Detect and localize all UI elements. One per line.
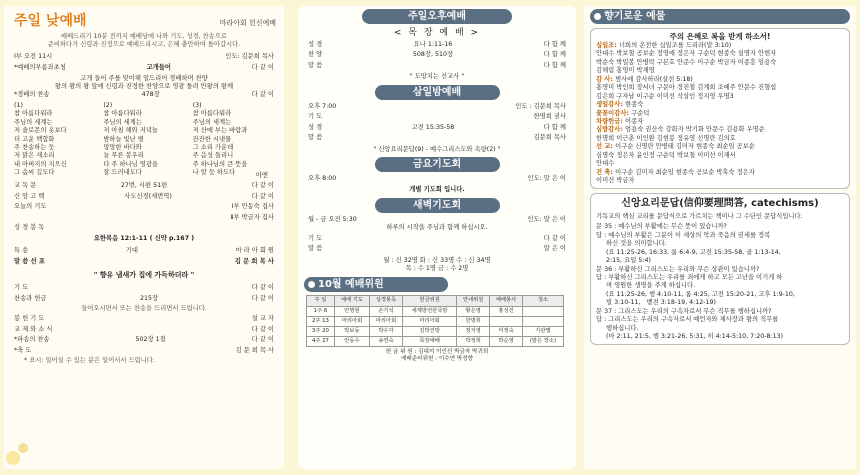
offering-names: 심명숙 정은자 윤인정 구순덕 박보철 이미선 이재서 xyxy=(596,151,736,159)
offerings-box xyxy=(590,28,850,189)
morning-intro xyxy=(4,33,284,50)
committee-cell: 한명희 xyxy=(457,316,490,326)
hymn-line: 내 아버지의 지으신 xyxy=(14,160,67,168)
order-label: 성 경 xyxy=(308,41,323,49)
catechism-line: 문 35 : 예수님의 부활에는 무슨 뜻이 있습니까? xyxy=(596,223,727,231)
order-label: 오후 7:00 xyxy=(308,102,337,110)
order-right: 다 같 이 xyxy=(251,294,274,302)
offering-label: 건 축: xyxy=(596,168,616,176)
order-right: 다 같 이 xyxy=(251,284,274,292)
order-row xyxy=(4,203,284,211)
committee-cell: (맡은 장소) xyxy=(522,336,563,346)
anthem-label: 특 송 xyxy=(14,246,29,254)
hymn-line: 주 음성 들리니 xyxy=(192,152,234,160)
committee-foot-1: 헌 금 위 원 : 김대석 이인선 박금자 박귀희 xyxy=(385,348,489,355)
hymn-line: 저 산에 부는 바람과 xyxy=(192,127,248,135)
committee-header: 청소 xyxy=(522,296,563,306)
offering-names: 안대수 박보철 공보순 정영애 정은자 구순덕 현종숙 설명자 안현자 xyxy=(596,50,777,58)
order-right: 말 은 이 xyxy=(543,245,566,253)
hymn-line: 나 알 듯 하도다 xyxy=(192,169,236,177)
hymn-line: 주님의 세계는 xyxy=(14,118,53,126)
part1-row xyxy=(4,53,284,61)
offering-names: 이미선 박금자 xyxy=(596,177,635,185)
order-right: 다 같 이 xyxy=(543,234,566,242)
offering-names: 이구순 신명란 안병태 김미자 현종숙 최순임 공보순 xyxy=(615,143,755,151)
committee-cell: 홍성진 xyxy=(490,306,523,316)
order-label: 교 제 와 소 식 xyxy=(14,325,53,333)
morning-leader: 마라아회 헌신예배 xyxy=(219,19,276,27)
catechism-line: 하신 것을 의미합니다. xyxy=(596,240,667,248)
committee-cell: 목장예배 xyxy=(402,336,456,346)
hymn-line: 잘 드러내도다 xyxy=(103,169,142,177)
order-right: 한명희 권사 xyxy=(533,113,566,121)
hymn-line: 저 솔로몬의 옷보다 xyxy=(14,127,67,135)
order-label: 기 도 xyxy=(308,113,323,121)
committee-cell: 안동수 xyxy=(334,336,369,346)
catechism-line: 2:15, 요일 5:4) xyxy=(596,257,651,265)
committee-cell: 미정숙 xyxy=(490,326,523,336)
catechism-line: 빌 3:10-11, 벧전 3:18-19, 4:12-19) xyxy=(596,299,717,307)
offerings-title: 향기로운 예물 xyxy=(590,9,850,24)
offering-entry xyxy=(596,50,844,58)
offering-label: 감 사: xyxy=(596,75,616,83)
order-right: 다 같 이 xyxy=(251,91,274,99)
attendance-line-1: 월 : 신 32명 화 : 신 33명 수 : 신 34명 xyxy=(383,256,491,264)
dawn-leader: 인도: 말 은 이 xyxy=(527,215,566,223)
morning-service-panel xyxy=(4,6,284,469)
order-label: 신 앙 고 백 xyxy=(14,192,45,200)
offering-entry xyxy=(596,110,844,118)
part1-label: Ⅰ부 오전 11시 xyxy=(14,52,53,60)
order-mid: 요나 1:11-16 xyxy=(413,41,453,49)
committee-cell: 안명현 xyxy=(334,306,369,316)
offering-entry xyxy=(596,152,844,160)
verse-line-2: 왕의 왕의 왕 앞에 신령과 진정한 찬양으로 영광 돌려 만왕의 왕께 xyxy=(54,82,234,90)
hymn-line: 저 아침 해와 저녁놀 xyxy=(103,127,158,135)
after-rows xyxy=(4,284,284,303)
hymn-verse-1 xyxy=(14,102,95,178)
friday-leader: 인도: 말 은 이 xyxy=(527,174,566,182)
morning-title: 주일 낮예배 xyxy=(14,13,87,29)
order-mid: 27번, 시편 51편 xyxy=(120,182,168,190)
amen-text: 아멘 xyxy=(255,171,268,179)
hymn-line: 망망한 바다와 xyxy=(103,144,142,151)
order-label: *경배의 찬송 xyxy=(14,91,50,99)
offering-names: 현종숙 xyxy=(625,101,644,109)
order-label: 찬송과 헌금 xyxy=(14,294,47,302)
offering-label: 선 교: xyxy=(596,143,616,151)
wednesday-rows xyxy=(298,103,576,143)
hymn-line: 그 소리 가운데 xyxy=(192,144,234,151)
offering-names: 홍영미 박인희 장서녀 구문아 정진철 김계희 조예주 안문수 진형섭 xyxy=(596,84,777,92)
order-row xyxy=(4,315,284,323)
officiant: 인도: 김문희 목사 xyxy=(225,52,274,60)
hymn-lyrics xyxy=(4,100,284,180)
hymn-line: 주 찬송하는 듯 xyxy=(14,144,55,151)
order-right: 다 같 이 xyxy=(251,325,274,333)
hymn-line: 주님의 세계는 xyxy=(103,118,142,126)
order-row xyxy=(298,134,576,142)
hymn-line: 주 하나님의 큰 뜻을 xyxy=(192,160,248,168)
afternoon-rows xyxy=(298,41,576,70)
order-label: 말 씀 xyxy=(308,245,323,253)
committee-header: 예배 기도 xyxy=(334,296,369,306)
offering-entry xyxy=(596,160,844,168)
order-row xyxy=(298,103,576,111)
order-row xyxy=(4,91,284,99)
intro-line-2: 준비하다가 신령과 진정으로 예배드리시고, 은혜 충만하여 돌아갑시다. xyxy=(47,41,241,49)
order-row xyxy=(4,336,284,344)
order-label: 말 씀 xyxy=(308,134,323,142)
catechism-title: 신앙요리문답(信仰要理問答, catechisms) xyxy=(621,198,819,210)
catechism-line: 답 : 예수님의 부활은 그분이 이 세상의 악과 죽음의 권세를 정복 xyxy=(596,231,771,239)
catechism-line: 문 36 : 부활하신 그리스도는 우리와 무슨 상관이 있습니까? xyxy=(596,265,760,273)
hymn-line: 주님의 세계는 xyxy=(192,118,232,126)
tail-rows xyxy=(4,315,284,355)
offering-label: 심방감사: xyxy=(596,126,626,134)
order-right: 다 함 께 xyxy=(543,123,566,131)
committee-title: 10월 예배위원 xyxy=(304,277,448,292)
order-row xyxy=(298,62,576,70)
order-label: 봉 헌 기 도 xyxy=(14,315,45,323)
order-row xyxy=(4,326,284,334)
order-right: 다 함 께 xyxy=(543,61,566,69)
offering-names: 구순덕 xyxy=(631,109,650,117)
preacher: 김 문 희 목 사 xyxy=(234,258,274,266)
anthem-row xyxy=(4,247,284,255)
dawn-time: 월 - 금 오전 5:30 xyxy=(308,215,357,223)
offering-names: 김은희 구자남 이구순 이미선 석상인 정지영 우명3 xyxy=(596,92,734,100)
order-right: 다 같 이 xyxy=(251,64,274,72)
hymn-line: 늘 푸른 봉우리 xyxy=(103,152,144,160)
anthem-performer: 마 라 아 회 원 xyxy=(235,246,274,254)
weekday-services-panel xyxy=(298,6,576,469)
hymn-line: (3) xyxy=(192,101,202,109)
order-label: 말 씀 xyxy=(308,61,323,69)
offering-names: 이종자 xyxy=(625,117,644,125)
committee-header-row xyxy=(307,296,564,306)
committee-cell: 송연숙 xyxy=(370,336,403,346)
order-label: *파송의 찬송 xyxy=(14,336,50,344)
committee-header: 예배봉사 xyxy=(490,296,523,306)
committee-row xyxy=(307,306,564,316)
hymn-line: 참 아름다워라 xyxy=(192,110,232,118)
order-row xyxy=(298,245,576,253)
hymn-line: (2) xyxy=(103,101,113,109)
footnote: * 표시: 일어설 수 있는 분은 일어서서 드립니다. xyxy=(24,357,155,365)
morning-header xyxy=(4,6,284,33)
catechism-line: 답 : 그리스도는 우리의 구속자로서 예언자와 제사장과 왕의 직무를 xyxy=(596,316,779,324)
order-right: 다 함 께 xyxy=(543,41,566,49)
committee-cell: 박정희 xyxy=(457,336,490,346)
offering-names: 범사에 감사하라(살전 5:18) xyxy=(615,75,693,83)
order-right: 김문희 목사 xyxy=(533,134,566,142)
hymn-verse-3 xyxy=(193,102,274,178)
order-right: Ⅰ부 안동숙 집사 xyxy=(231,203,274,211)
afternoon-theme: " 도망치는 선교사 " xyxy=(409,73,465,81)
order-right: 다 함 께 xyxy=(543,51,566,59)
anthem-title: 기대 xyxy=(125,246,138,254)
offering-names: 안대수 xyxy=(596,160,615,168)
committee-cell: 마리아회 xyxy=(370,316,403,326)
order-right: 김 문 희 목 사 xyxy=(235,346,274,354)
order-row xyxy=(298,41,576,49)
order-right: 다 같 이 xyxy=(251,182,274,190)
order-right: 다 같 이 xyxy=(251,336,274,344)
order-row xyxy=(4,295,284,303)
order-mid: 사도신경(새번역) xyxy=(124,192,172,200)
order-mid: 508장, 510장 xyxy=(412,51,454,59)
order-label: 기 도 xyxy=(308,234,323,242)
sermon-title: " 향유 냄새가 집에 가득하더라 " xyxy=(93,270,195,279)
catechism-line: 행하십니다. xyxy=(596,324,639,332)
hymn-line: 잔잔한 시냇물 xyxy=(192,135,232,143)
order-label: 찬 양 xyxy=(308,51,323,59)
order-label: *예배의부름과초청 xyxy=(14,64,66,72)
catechism-line: (마 2:11, 21:5, 행 3:21-26, 5:31, 히 4:14-5:10, 7:20-8:13) xyxy=(596,333,784,340)
order-label: 성 경 봉 독 xyxy=(14,223,45,231)
order-row xyxy=(298,51,576,59)
attendance-line-2: 목 : 수 1명 금 : 수 2명 xyxy=(405,265,469,273)
offering-names: 김해림 홍영미 박재영 xyxy=(596,67,655,75)
committee-header: 성경봉독 xyxy=(370,296,403,306)
friday-row xyxy=(298,175,576,183)
offering-names: 너희의 온전한 십일조를 드리라(말 3:10) xyxy=(618,42,732,50)
committee-cell: 손기석 xyxy=(370,306,403,316)
order-rows xyxy=(4,182,284,232)
afternoon-subtitle: < 목 장 예 배 > xyxy=(393,28,481,38)
committee-cell: 정지영 xyxy=(457,326,490,336)
catechism-line: (요 11:25-26, 행 4:10-11, 롬 4:25, 고전 15:20-21, 고후 1:9-10, xyxy=(596,290,795,298)
order-row xyxy=(4,64,284,72)
hymn-line: 참 아름다워라 xyxy=(14,110,53,118)
friday-theme: 개별 기도회 입니다. xyxy=(409,186,465,194)
friday-title: 금요기도회 xyxy=(375,157,500,172)
hymn-line: 그 솜씨 깊도다 xyxy=(14,169,55,177)
committee-cell: 4주 27 xyxy=(307,336,335,346)
order-label: 교 독 문 xyxy=(14,182,37,190)
friday-time: 오후 8:00 xyxy=(308,174,337,182)
committee-cell: 3주 20 xyxy=(307,326,335,336)
dawn-rows xyxy=(298,235,576,254)
order-row xyxy=(4,182,284,190)
offering-note: 들어오시면서 또는 찬송을 드리면서 드립니다. xyxy=(81,304,207,312)
order-mid: 215장 xyxy=(140,294,159,302)
flower-decoration xyxy=(18,443,28,453)
dawn-title: 새벽기도회 xyxy=(375,198,500,213)
order-row xyxy=(298,113,576,121)
offerings-panel xyxy=(584,6,856,469)
order-label: *축 도 xyxy=(14,346,32,354)
committee-row xyxy=(307,326,564,336)
order-mid: 478장 xyxy=(141,91,160,99)
catechism-line: 답 : 부활하신 그리스도는 우리를 죄에게 하고 모든 고난을 이기게 하 xyxy=(596,273,783,281)
committee-cell: 박순영 xyxy=(490,336,523,346)
offering-entry xyxy=(596,101,844,109)
offering-names: 이구순 김미자 최순임 현종숙 공보순 박혹숙 정은자 xyxy=(615,168,755,176)
order-row xyxy=(298,235,576,243)
committee-cell: 마리아회 xyxy=(334,316,369,326)
hymn-line: 저 맑은 새소리 xyxy=(14,152,55,160)
order-row xyxy=(4,347,284,355)
hymn-line: (1) xyxy=(14,101,23,109)
committee-cell: 세계방언한국방 xyxy=(402,306,456,316)
offering-entry xyxy=(596,177,844,185)
offering-label: 생일감사: xyxy=(596,101,626,109)
afternoon-title: 주일오후예배 xyxy=(362,9,512,24)
order-mid: 고전 15:35-58 xyxy=(411,123,455,131)
committee-cell: 박수자 xyxy=(370,326,403,336)
catechism-line: 문 37 : 그리스도는 우리의 구속자로서 무슨 직무를 행하십니까? xyxy=(596,307,772,315)
flower-decoration xyxy=(6,451,20,465)
catechism-qa xyxy=(596,223,844,341)
order-label: 오늘의 기도 xyxy=(14,203,47,211)
order-label: 성 경 xyxy=(308,123,323,131)
wednesday-theme: " 신앙요리문답(9) - 예수그리스도와 속량(2) " xyxy=(373,145,501,153)
order-right: 인도 : 김문희 목사 xyxy=(515,102,566,110)
order-label: 기 도 xyxy=(14,284,29,292)
hymn-line: 더 고운 백합화 xyxy=(14,135,55,143)
order-row xyxy=(298,124,576,132)
offerings-heading: 주의 은혜로 복을 받게 하소서! xyxy=(669,32,771,41)
committee-cell: 마리아회 xyxy=(402,316,456,326)
committee-header: 안내위원 xyxy=(457,296,490,306)
order-mid: 고개들어 xyxy=(146,64,171,72)
order-row xyxy=(4,214,284,222)
catechism-intro: 기독교의 핵심 교리를 문답식으로 가르치는 책이나 그 수단인 문답식입니다. xyxy=(596,212,803,220)
committee-cell xyxy=(522,306,563,316)
offering-names: 한명희 이근춘 이인환 김현봉 정유영 신명란 김의호 xyxy=(596,134,736,142)
hymn-line: 다 주 하나님 영광을 xyxy=(103,160,158,168)
catechism-box xyxy=(590,193,850,345)
dawn-note: 하루의 시작을 주님과 함께 하십시오. xyxy=(386,224,488,232)
verse-line-1: 고개 들어 주를 맞이해 얼드리어 경배하며 찬양 xyxy=(80,74,208,82)
hymn-line: 밤하늘 빛난 별 xyxy=(103,135,144,143)
offering-entry xyxy=(596,126,844,134)
order-row xyxy=(4,284,284,292)
catechism-line: 며 영원한 생명을 주게 하십니다. xyxy=(596,282,696,290)
order-right: 다 같 이 xyxy=(251,192,274,200)
offering-entry xyxy=(596,143,844,151)
committee-cell: 2주 13 xyxy=(307,316,335,326)
committee-cell xyxy=(490,316,523,326)
offering-entry xyxy=(596,76,844,84)
offering-label: 차량헌금: xyxy=(596,117,626,125)
order-row xyxy=(4,193,284,201)
committee-header: 주 일 xyxy=(307,296,335,306)
offering-entry xyxy=(596,169,844,177)
committee-cell: 김박진방 xyxy=(402,326,456,336)
committee-cell xyxy=(522,316,563,326)
sermon-label: 말 씀 선 포 xyxy=(14,258,45,266)
offering-names: 엄용숙 권산숙 강화자 박기화 안문수 김용화 우명순 xyxy=(625,126,765,134)
committee-cell: 1주 6 xyxy=(307,306,335,316)
committee-header: 헌금위원 xyxy=(402,296,456,306)
wednesday-title: 삼일밤예배 xyxy=(375,85,500,100)
committee-cell: 황은영 xyxy=(457,306,490,316)
committee-row xyxy=(307,316,564,326)
committee-cell: 박보동 xyxy=(334,326,369,336)
offering-label: 꽃꽂이감사: xyxy=(596,109,632,117)
committee-row xyxy=(307,336,564,346)
offering-label: 십일조: xyxy=(596,42,619,50)
sermon-row xyxy=(4,258,284,266)
order-mid: 502장 1절 xyxy=(135,336,166,344)
committee-foot-2: 예배준비위원 : 이수연 박정향 xyxy=(400,356,474,363)
offering-names: 박순숙 박밀봉 안병락 구본호 안준수 이구순 박금자 이종흥 임용숙 xyxy=(596,58,777,66)
catechism-line: (요 11:25-26, 16:33, 롬 6:4-9, 고전 15:35-58, 골 1:13-14, xyxy=(596,248,781,256)
offerings-list xyxy=(596,42,844,185)
offering-entry xyxy=(596,84,844,92)
hymn-line: 참 아름다워라 xyxy=(103,110,142,118)
order-row xyxy=(4,224,284,232)
offering-entry xyxy=(596,93,844,101)
committee-cell: 기관별 xyxy=(522,326,563,336)
order-right: 설 교 자 xyxy=(251,315,274,323)
intro-line-1: 예배드리기 10분 전까지 예배당에 나와 기도, 성경, 찬송으로 xyxy=(61,32,227,40)
order-right: Ⅱ부 박금자 집사 xyxy=(230,213,274,221)
offering-entry xyxy=(596,67,844,75)
committee-table xyxy=(306,295,564,346)
scripture-reference: 요한복음 12:1-11 ( 신약 p.167 ) xyxy=(93,235,195,243)
hymn-verse-2 xyxy=(103,102,184,178)
